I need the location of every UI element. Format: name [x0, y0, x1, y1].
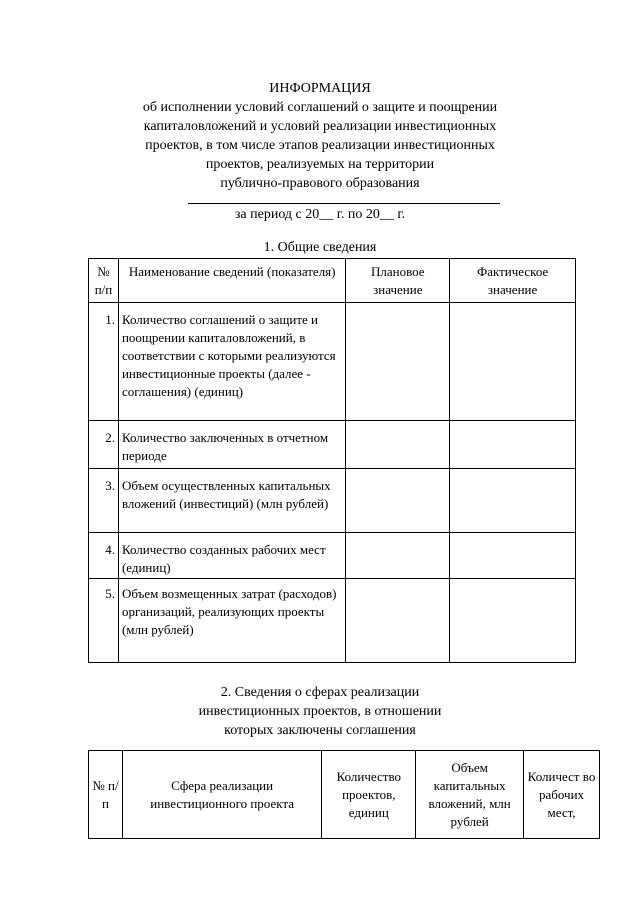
subtitle-line: проектов, реализуемых на территории [205, 157, 435, 172]
table-row [89, 579, 576, 663]
table-row [89, 469, 576, 533]
subtitle-line: публично-правового образования [220, 176, 420, 191]
table-header-row [89, 751, 600, 839]
table-row [89, 421, 576, 469]
header-name: Наименование сведений (показателя) [118, 259, 345, 303]
spheres-table [88, 750, 600, 839]
row-name: Объем осуществленных капитальных вложений (инвестиций) (млн рублей) [118, 469, 345, 533]
row-actual-value [450, 533, 576, 579]
row-name: Количество заключенных в отчетном периоде [118, 421, 345, 469]
row-actual-value [450, 303, 576, 421]
general-info-table [88, 258, 576, 663]
subtitle-line: проектов, в том числе этапов реализации инвестиционных [145, 138, 495, 153]
header-jobs: Количест во рабочих мест, [524, 751, 600, 839]
header-actual: Фактическое значение [450, 259, 576, 303]
row-planned-value [346, 303, 450, 421]
row-num: 3. [89, 469, 119, 533]
reporting-period: за период с 20__ г. по 20__ г. [234, 207, 406, 222]
subtitle-line: капиталовложений и условий реализации инвестиционных [143, 119, 497, 134]
header-num: № п/п [89, 259, 119, 303]
table-row [89, 533, 576, 579]
header-investment-volume: Объем капитальных вложений, млн рублей [416, 751, 524, 839]
row-num: 2. [89, 421, 119, 469]
row-actual-value [450, 579, 576, 663]
row-name: Объем возмещенных затрат (расходов) организаций, реализующих проекты (млн рублей) [118, 579, 345, 663]
section-2-title-line: инвестиционных проектов, в отношении [198, 704, 442, 719]
row-name: Количество соглашений о защите и поощрении капиталовложений, в соответствии с которыми реализуются инвестиционные проекты (далее - соглашения) (единиц) [118, 303, 345, 421]
row-num: 4. [89, 533, 119, 579]
subtitle-line: об исполнении условий соглашений о защите и поощрении [142, 100, 498, 115]
row-planned-value [346, 469, 450, 533]
table-row [89, 303, 576, 421]
header-sphere: Сфера реализации инвестиционного проекта [122, 751, 321, 839]
row-actual-value [450, 421, 576, 469]
section-2-title-line: которых заключены соглашения [224, 723, 416, 738]
section-2-title-line: 2. Сведения о сферах реализации [220, 685, 420, 700]
section-2-title [0, 683, 640, 740]
row-planned-value [346, 579, 450, 663]
row-name: Количество созданных рабочих мест (единиц) [118, 533, 345, 579]
row-num: 5. [89, 579, 119, 663]
header-num: № п/п [89, 751, 123, 839]
row-planned-value [346, 533, 450, 579]
table-header-row [89, 259, 576, 303]
section-1-title: 1. Общие сведения [263, 240, 377, 255]
header-project-count: Количество проектов, единиц [322, 751, 416, 839]
header-planned: Плановое значение [346, 259, 450, 303]
row-actual-value [450, 469, 576, 533]
row-num: 1. [89, 303, 119, 421]
document-title: ИНФОРМАЦИЯ [269, 81, 371, 96]
document-subtitle [0, 98, 640, 193]
row-planned-value [346, 421, 450, 469]
blank-fill-line [188, 203, 500, 204]
